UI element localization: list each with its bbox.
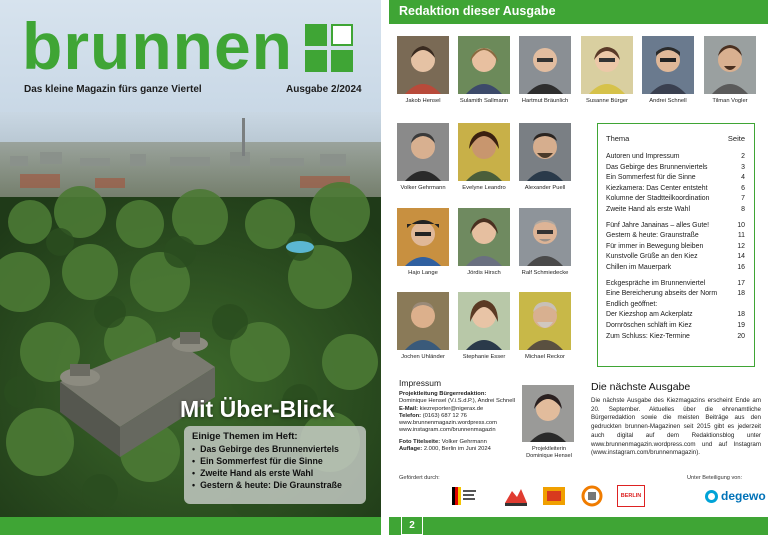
toc-entry-page: 17 — [737, 279, 745, 287]
toc-entry[interactable] — [606, 152, 745, 163]
toc-entry-page: 18 — [737, 290, 745, 298]
cover-theme-item: • Gestern & heute: Die Graunstraße — [192, 479, 358, 491]
team-member — [516, 208, 574, 276]
impressum-instagram-link[interactable]: www.instagram.com/brunnenmagazin — [399, 427, 496, 434]
toc-entry[interactable] — [606, 310, 745, 321]
impressum-print-info: 2.000, Berlin im Juni 2024 — [423, 446, 491, 453]
cover-bottom-bar — [0, 517, 381, 535]
toc-entry[interactable] — [606, 332, 745, 343]
toc-entry[interactable] — [606, 300, 745, 311]
project-lead-portrait — [522, 385, 574, 442]
impressum-lead-names: Dominique Hensel (V.i.S.d.P.), Andrei Schnell — [399, 398, 516, 405]
impressum-photo-credit: Volker Gehrmann — [441, 438, 487, 445]
toc-entry[interactable] — [606, 242, 745, 253]
magazine-cover — [0, 0, 381, 535]
portrait-photo — [581, 36, 633, 94]
team-member — [455, 36, 513, 104]
next-issue-section — [591, 381, 761, 458]
toc-entry-title: Dornröschen schläft im Kiez — [606, 321, 692, 329]
toc-entry[interactable] — [606, 163, 745, 174]
magazine-logo: brunnen — [22, 9, 293, 83]
cover-theme-item: • Das Gebirge des Brunnenviertels — [192, 443, 358, 455]
portrait-photo — [397, 208, 449, 266]
team-member-name: Stephanie Esser — [462, 354, 506, 360]
toc-entry[interactable] — [606, 321, 745, 332]
team-member-name: Alexander Puell — [524, 185, 566, 191]
toc-column-page: Seite — [727, 134, 745, 143]
toc-column-theme: Thema — [606, 134, 630, 143]
city-funding-program-logo-icon — [503, 485, 529, 507]
toc-entry-page: 8 — [741, 205, 745, 213]
berlin-logo-text: BERLIN — [620, 493, 642, 499]
portrait-photo — [704, 36, 756, 94]
team-member-name: Hartmut Bräunlich — [521, 98, 569, 104]
impressum-lead-label: Projektleitung Bürgerredaktion: — [399, 391, 487, 397]
project-lead-name: Dominique Hensel — [526, 453, 572, 459]
team-member — [394, 36, 452, 104]
toc-entry-title: Eckgespräche im Brunnenviertel — [606, 279, 706, 287]
team-member — [394, 292, 452, 360]
impressum-title: Impressum — [399, 378, 442, 388]
toc-entry-page: 20 — [737, 332, 745, 340]
page-number: 2 — [409, 520, 415, 531]
team-member — [516, 292, 574, 360]
toc-entry-page: 7 — [741, 195, 745, 203]
portrait-photo — [397, 123, 449, 181]
cover-headline: Mit Über-Blick — [180, 396, 335, 422]
toc-entry-page: 11 — [737, 232, 745, 240]
team-member — [394, 208, 452, 276]
toc-entry-title: Autoren und Impressum — [606, 153, 680, 160]
impressum-email-label: E-Mail: — [399, 405, 419, 412]
toc-entry-title: Kolumne der Stadtteilkoordination — [606, 195, 710, 203]
toc-group — [606, 152, 745, 216]
toc-entry-page: 10 — [737, 221, 745, 229]
portrait-photo — [519, 123, 571, 181]
toc-entry-title: Für immer in Bewegung bleiben — [606, 242, 704, 250]
logo-squares-icon — [305, 24, 353, 72]
portrait-photo — [458, 36, 510, 94]
toc-entry-page: 18 — [737, 311, 745, 319]
impressum-print-label: Auflage: — [399, 446, 423, 453]
portrait-photo — [458, 208, 510, 266]
toc-entry-title: Gestern & heute: Graunstraße — [606, 232, 699, 240]
district-office-logo-icon — [579, 485, 605, 507]
portrait-photo — [519, 292, 571, 350]
degewo-logo — [705, 489, 766, 503]
toc-entry[interactable] — [606, 289, 745, 300]
team-member-name: Sulamith Sallmann — [459, 98, 509, 104]
degewo-mark-icon — [705, 490, 718, 503]
toc-entry-title: Kunstvolle Grüße an den Kiez — [606, 253, 698, 261]
impressum-phone: (0163) 687 12 76 — [422, 412, 467, 419]
toc-entry-title: Ein Sommerfest für die Sinne — [606, 174, 696, 182]
cover-issue-number: Ausgabe 2/2024 — [286, 84, 362, 95]
page-number-box — [401, 516, 423, 535]
page-two — [389, 0, 768, 535]
cover-themes-list — [192, 443, 358, 491]
team-member — [516, 123, 574, 191]
cover-header — [0, 0, 381, 112]
team-member-name: Volker Gehrmann — [400, 185, 446, 191]
toc-entry-title: Eine Bereicherung abseits der Norm — [606, 290, 718, 298]
team-member-name: Evelyne Leandro — [462, 185, 506, 191]
cover-theme-item: • Ein Sommerfest für die Sinne — [192, 455, 358, 467]
toc-entry[interactable] — [606, 205, 745, 216]
cover-theme-item: • Zweite Hand als erste Wahl — [192, 467, 358, 479]
toc-entry-title: Endlich geöffnet: — [606, 300, 658, 308]
toc-entry[interactable] — [606, 221, 745, 232]
toc-entry-page: 2 — [741, 153, 745, 160]
toc-group — [606, 279, 745, 343]
next-issue-text: Die nächste Ausgabe des Kiezmagazins erscheint Ende am 20. September. Aktuelles über die ehrenamtliche Bürgerredaktion sowie die meisten Beiträge aus den gedruckten brunnen-Magazinen seit 2015 gibt es jederzeit auch digital auf dem Redaktionsblog unter www.brunnenmagazin.wordpress.com und auf Instagram (www.instagram.com/brunnenmagazin). — [591, 397, 761, 457]
team-member-name: Jochen Uhländer — [401, 354, 445, 360]
team-member — [455, 292, 513, 360]
toc-entry[interactable] — [606, 173, 745, 184]
project-lead-caption — [514, 446, 584, 460]
toc-entry[interactable] — [606, 263, 745, 274]
portrait-photo — [458, 123, 510, 181]
toc-entry-title: Der Kiezshop am Ackerplatz — [606, 311, 693, 319]
team-member-name: Andrei Schnell — [649, 98, 687, 104]
team-member — [455, 208, 513, 276]
cover-tagline: Das kleine Magazin fürs ganze Viertel — [24, 84, 202, 95]
team-member-name: Susanne Bürger — [586, 98, 628, 104]
federal-eagle-logo-icon — [451, 485, 477, 507]
impressum-photo-label: Foto Titelseite: — [399, 438, 441, 445]
toc-entry-title: Zum Schluss: Kiez-Termine — [606, 332, 690, 340]
portrait-photo — [642, 36, 694, 94]
toc-entry-page: 12 — [737, 242, 745, 250]
team-member — [455, 123, 513, 191]
page-title: Redaktion dieser Ausgabe — [399, 4, 556, 18]
portrait-photo — [519, 208, 571, 266]
project-lead-role: Projektleiterin — [532, 446, 566, 452]
toc-entry-title: Kiezkamera: Das Center entsteht — [606, 184, 708, 192]
toc-header — [606, 134, 745, 143]
team-member-name: Hajo Lange — [408, 270, 438, 276]
toc-entry-page: 16 — [737, 263, 745, 271]
team-member-name: Jördis Hirsch — [467, 270, 501, 276]
toc-entry[interactable] — [606, 279, 745, 290]
toc-entry-page: 14 — [737, 253, 745, 261]
team-member — [639, 36, 697, 104]
portrait-photo — [397, 292, 449, 350]
team-member-name: Jakob Hensel — [405, 98, 441, 104]
portrait-photo — [458, 292, 510, 350]
toc-entry-page: 4 — [741, 174, 745, 182]
page-bottom-bar — [389, 517, 768, 535]
impressum-email[interactable]: kiezreporter@nigerax.de — [419, 405, 484, 412]
supported-by-label: Unter Beteiligung von: — [687, 475, 743, 481]
toc-entry[interactable] — [606, 231, 745, 242]
team-member-name: Michael Reckor — [525, 354, 565, 360]
funded-by-label: Gefördert durch: — [399, 475, 440, 481]
toc-entry-page: 19 — [737, 321, 745, 329]
degewo-name: degewo — [721, 489, 766, 503]
toc-entry[interactable] — [606, 184, 745, 195]
impressum-website-link[interactable]: www.brunnenmagazin.wordpress.com — [399, 420, 497, 427]
toc-entry[interactable] — [606, 194, 745, 205]
next-issue-title: Die nächste Ausgabe — [591, 381, 691, 393]
toc-entry-page: 3 — [741, 163, 745, 171]
berlin-logo — [617, 485, 645, 507]
portrait-photo — [397, 36, 449, 94]
impressum — [399, 378, 529, 453]
toc-entry-title: Zweite Hand als erste Wahl — [606, 205, 690, 213]
team-member-name: Ralf Schmiedecke — [521, 270, 569, 276]
toc-entry-title: Das Gebirge des Brunnenviertels — [606, 163, 708, 171]
team-member-name: Tilman Vogler — [712, 98, 748, 104]
toc-entry-page: 6 — [741, 184, 745, 192]
toc-group — [606, 221, 745, 274]
team-member — [701, 36, 759, 104]
portrait-photo — [519, 36, 571, 94]
toc-entry[interactable] — [606, 252, 745, 263]
team-member — [516, 36, 574, 104]
team-member — [394, 123, 452, 191]
neighborhood-program-logo-icon — [541, 485, 567, 507]
cover-themes-title: Einige Themen im Heft: — [192, 431, 298, 442]
toc-entry-title: Fünf Jahre Janainas – alles Gute! — [606, 221, 710, 229]
table-of-contents — [597, 123, 755, 367]
page-header-bar — [389, 0, 768, 24]
impressum-phone-label: Telefon: — [399, 412, 422, 419]
cover-themes-box — [184, 426, 366, 504]
team-member — [578, 36, 636, 104]
toc-entry-title: Chillen im Mauerpark — [606, 263, 672, 271]
